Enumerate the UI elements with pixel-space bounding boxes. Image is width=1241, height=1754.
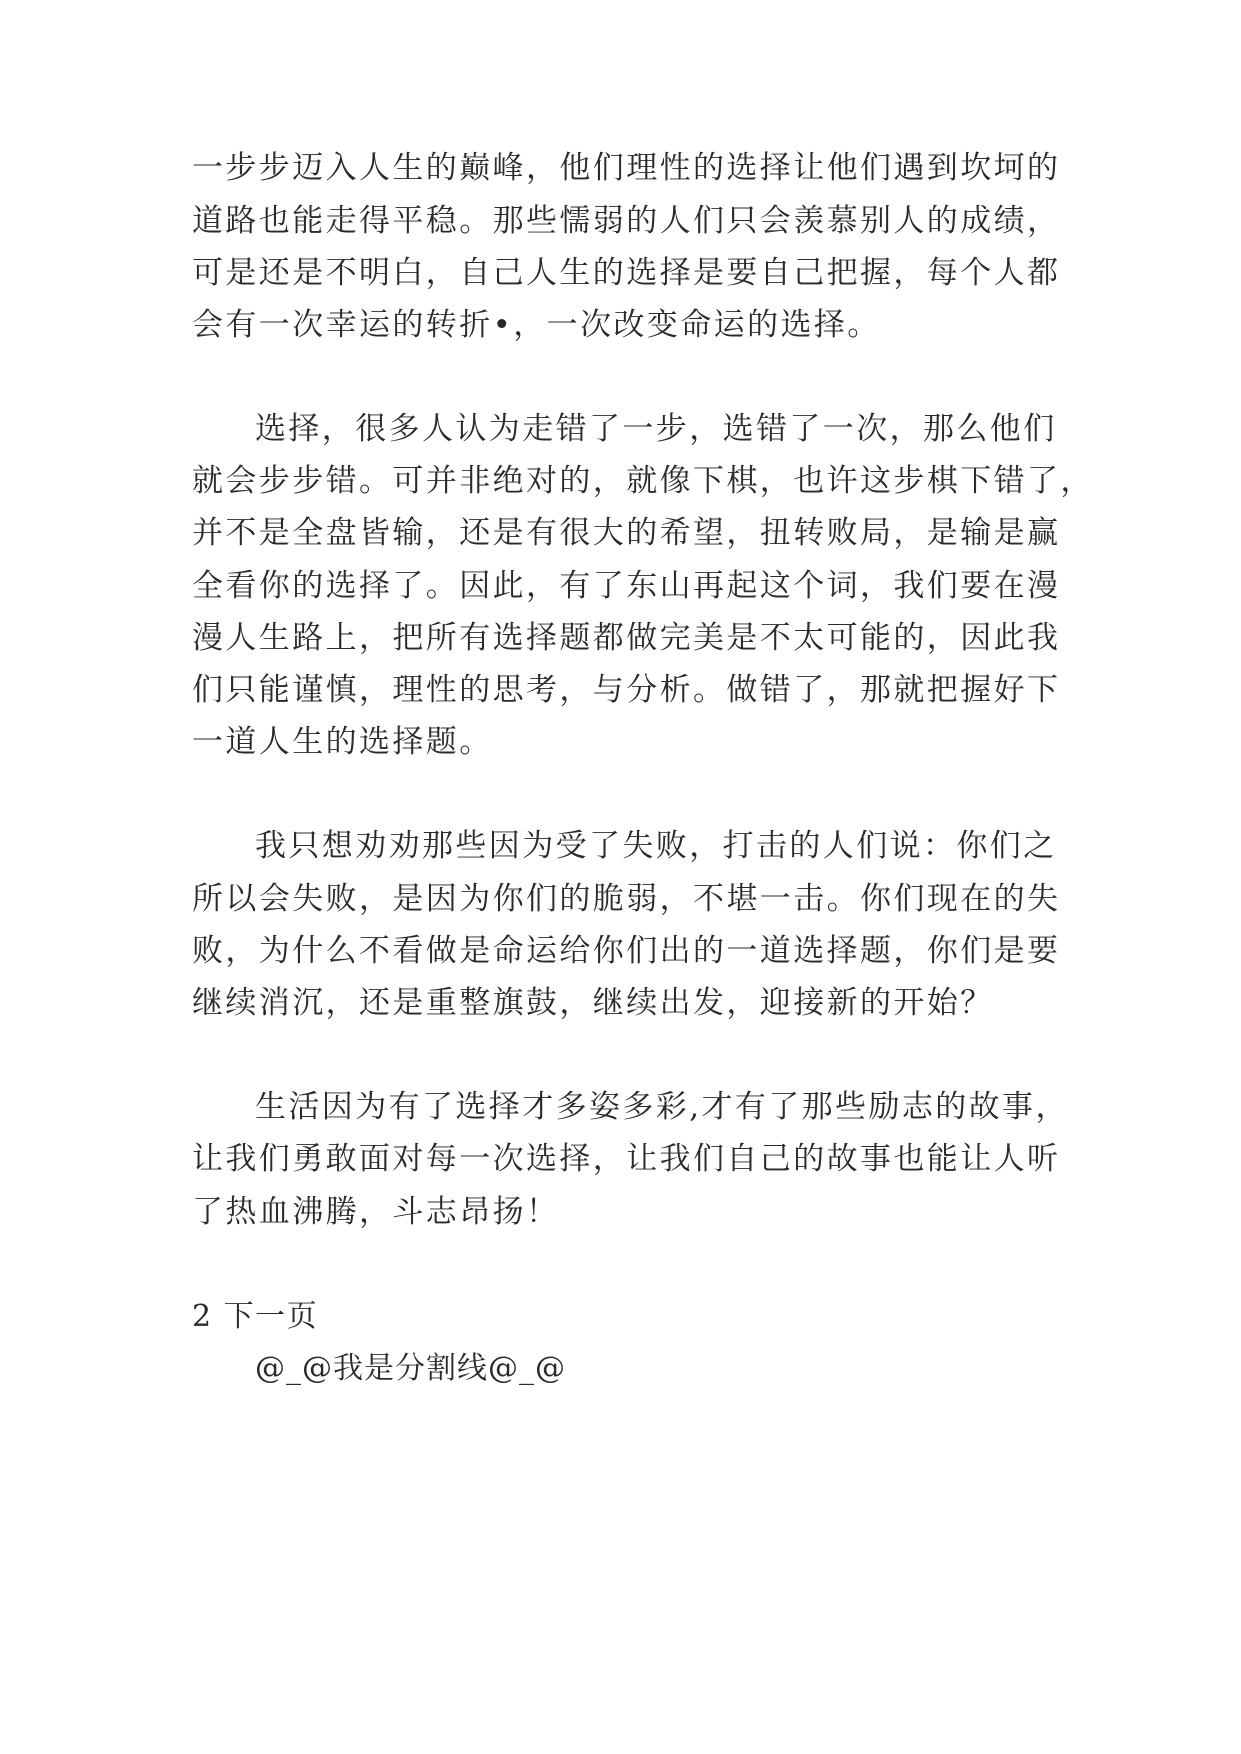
paragraph-1-line-2: 道路也能走得平稳。那些懦弱的人们只会羡慕别人的成绩， [192, 203, 1061, 239]
divider-text: @_@我是分割线@_@ [255, 1351, 566, 1386]
paragraph-1-line-4: 会有一次幸运的转折•，一次改变命运的选择。 [192, 307, 881, 343]
paragraph-2-line-2: 就会步步错。可并非绝对的，就像下棋，也许这步棋下错了， [192, 463, 1094, 499]
paragraph-4-line-3: 了热血沸腾，斗志昂扬！ [192, 1194, 560, 1230]
paragraph-3-line-1: 我只想劝劝那些因为受了失败，打击的人们说：你们之 [255, 828, 1057, 864]
paragraph-2-line-4: 全看你的选择了。因此，有了东山再起这个词，我们要在漫 [192, 568, 1061, 604]
paragraph-2-line-3: 并不是全盘皆输，还是有很大的希望，扭转败局，是输是赢 [192, 515, 1061, 551]
paragraph-2-line-5: 漫人生路上，把所有选择题都做完美是不太可能的，因此我 [192, 620, 1061, 656]
paragraph-2-line-1: 选择，很多人认为走错了一步，选错了一次，那么他们 [255, 411, 1057, 447]
paragraph-2-line-7: 一道人生的选择题。 [192, 724, 493, 760]
paragraph-2-line-6: 们只能谨慎，理性的思考，与分析。做错了，那就把握好下 [192, 672, 1061, 708]
next-page-link[interactable]: 2 下一页 [192, 1299, 319, 1334]
paragraph-3-line-4: 继续消沉，还是重整旗鼓，继续出发，迎接新的开始？ [192, 985, 994, 1021]
paragraph-1-line-1: 一步步迈入人生的巅峰，他们理性的选择让他们遇到坎坷的 [192, 150, 1061, 186]
paragraph-3-line-2: 所以会失败，是因为你们的脆弱，不堪一击。你们现在的失 [192, 881, 1061, 917]
paragraph-4-line-2: 让我们勇敢面对每一次选择，让我们自己的故事也能让人听 [192, 1141, 1061, 1177]
paragraph-1-line-3: 可是还是不明白，自己人生的选择是要自己把握，每个人都 [192, 255, 1061, 291]
paragraph-4-line-1: 生活因为有了选择才多姿多彩,才有了那些励志的故事， [255, 1089, 1069, 1125]
paragraph-3-line-3: 败，为什么不看做是命运给你们出的一道选择题，你们是要 [192, 933, 1061, 969]
